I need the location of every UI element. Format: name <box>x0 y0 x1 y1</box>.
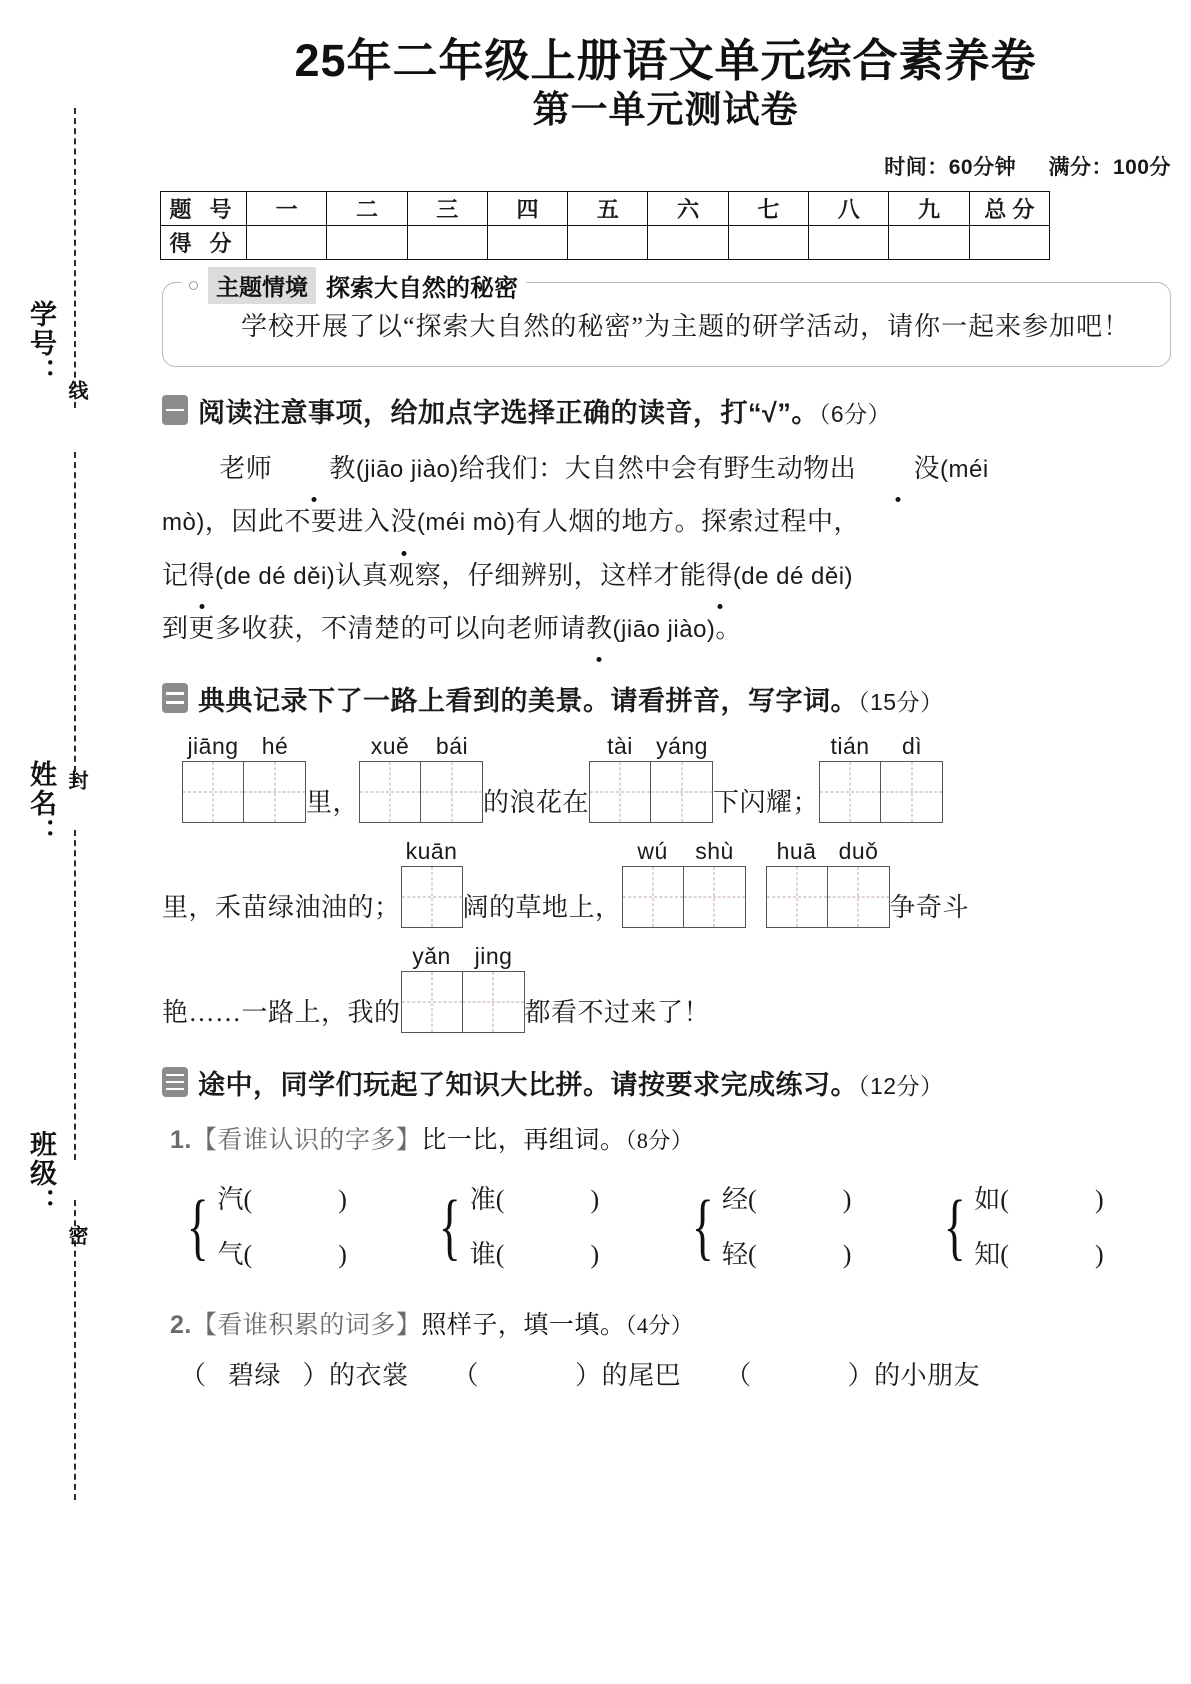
score-col-4: 四 <box>487 192 567 226</box>
fill-in-blank-list <box>180 1355 1171 1392</box>
pinyin-choice-mo[interactable]: mò) <box>162 509 205 537</box>
tianzige-cell[interactable] <box>828 866 890 928</box>
pair-char: 知 <box>974 1240 1001 1270</box>
character-pair-list <box>180 1172 1171 1284</box>
margin-dashed-line-top <box>74 108 76 408</box>
question-number-badge-3-icon <box>162 1067 188 1097</box>
score-col-1: 一 <box>247 192 327 226</box>
sub-question-3-1 <box>170 1120 1171 1156</box>
pinyin-label: xuě <box>370 733 410 760</box>
fill-in-item-2[interactable]: （ ）的尾巴 <box>452 1361 682 1391</box>
pair-char: 汽 <box>217 1184 244 1214</box>
exam-meta <box>140 151 1191 181</box>
question-number-badge-2-icon <box>162 683 188 713</box>
fill-in-item-3[interactable]: （ ）的小朋友 <box>725 1361 981 1391</box>
score-cell-5[interactable] <box>568 226 648 260</box>
pinyin-choice-mei-mo[interactable]: (méi mò) <box>416 509 516 537</box>
pinyin-label: tài <box>607 733 633 760</box>
theme-description: 学校开展了以“探索大自然的秘密”为主题的研学活动，请你一起来参加吧！ <box>241 312 1131 342</box>
passage-text: 认真观察，仔细辨别，这样才能 <box>335 560 707 590</box>
connector-text: 下闪耀； <box>713 788 820 817</box>
pinyin-label: jing <box>474 942 513 969</box>
answer-blank[interactable]: ( ) <box>1000 1240 1104 1270</box>
passage-line-3 <box>162 549 1171 602</box>
tianzige-cell[interactable] <box>359 761 421 823</box>
pinyin-label: shù <box>695 838 734 864</box>
margin-seal-char-feng: 封 <box>65 770 87 792</box>
tianzige-cell[interactable] <box>401 971 463 1033</box>
pinyin-grid-row-1 <box>162 732 1171 823</box>
connector-text: 里，禾苗绿油油的； <box>162 892 401 922</box>
margin-dashed-line-upper-mid <box>74 452 76 782</box>
margin-label-name: 姓名： <box>26 760 56 847</box>
score-col-5: 五 <box>568 192 648 226</box>
dotted-char-jiao: 教 <box>272 442 356 495</box>
answer-blank[interactable]: ( ) <box>495 1240 600 1270</box>
score-col-7: 七 <box>728 192 808 226</box>
tianzige-cell[interactable] <box>684 866 746 928</box>
page-title: 25年二年级上册语文单元综合素养卷 <box>294 35 1037 86</box>
score-cell-8[interactable] <box>809 226 889 260</box>
page-title-block <box>140 0 1191 133</box>
dotted-char-mei2: 没 <box>390 495 417 548</box>
tianzige-group-kuan[interactable] <box>401 837 463 928</box>
pinyin-choice-jiao2[interactable]: (jiāo jiào) <box>612 615 716 643</box>
left-binding-margin <box>0 0 140 1684</box>
pinyin-label: yáng <box>656 733 708 760</box>
pair-row-top[interactable] <box>974 1172 1103 1228</box>
tianzige-cell[interactable] <box>881 761 943 823</box>
dotted-char-jiao2: 教 <box>586 602 613 655</box>
answer-blank[interactable]: ( ) <box>1000 1184 1104 1214</box>
exam-total-label: 满分：100分 <box>1048 156 1171 180</box>
exam-page <box>140 0 1191 1684</box>
tianzige-group-jianghe[interactable] <box>182 732 306 823</box>
brace-icon: { <box>439 1185 462 1268</box>
pinyin-label: jiāng <box>187 733 239 760</box>
passage-text: ，因此不要进入 <box>204 507 391 537</box>
question-3-points: （12分） <box>858 1072 944 1099</box>
score-cell-1[interactable] <box>247 226 327 260</box>
connector-text: 争奇斗 <box>889 892 970 922</box>
margin-label-student-id: 学号： <box>26 300 56 387</box>
character-pair-2 <box>432 1172 666 1284</box>
pinyin-label: bái <box>435 733 469 760</box>
score-table-header-question-no: 题 号 <box>161 192 247 226</box>
pinyin-choice-mei[interactable]: (méi <box>940 456 989 484</box>
pair-char: 气 <box>217 1240 244 1270</box>
tianzige-cell[interactable] <box>622 866 684 928</box>
pair-row-bottom[interactable] <box>218 1227 347 1283</box>
passage-line-2 <box>162 495 1171 548</box>
answer-blank[interactable]: ( ) <box>748 1240 852 1270</box>
theme-header <box>181 267 526 304</box>
question-1-points: （6分） <box>818 401 892 428</box>
sub-question-tag: 【看谁认识的字多】 <box>191 1126 422 1154</box>
answer-blank[interactable]: ( ) <box>243 1184 347 1214</box>
sub-question-points: （4分） <box>625 1313 694 1339</box>
score-cell-2[interactable] <box>327 226 407 260</box>
margin-seal-char-mi: 密 <box>65 1225 87 1247</box>
table-row <box>161 192 1050 226</box>
passage-text: 记 <box>162 560 189 590</box>
pair-row-bottom[interactable] <box>470 1227 599 1283</box>
tianzige-cell[interactable] <box>819 761 881 823</box>
page-subtitle: 第一单元测试卷 <box>532 89 799 131</box>
sub-question-tag: 【看谁积累的词多】 <box>191 1312 422 1340</box>
pinyin-grid-row-3 <box>162 942 1171 1033</box>
connector-text: 都看不过来了！ <box>524 997 711 1027</box>
question-1-text: 阅读注意事项，给加点字选择正确的读音，打“√”。 <box>198 398 819 429</box>
fill-item-text: 的小朋友 <box>874 1361 981 1391</box>
tianzige-group-xuebai[interactable] <box>359 732 483 823</box>
passage-text: 。 <box>715 613 742 643</box>
answer-blank[interactable]: ( ) <box>495 1184 600 1214</box>
question-number-badge-1-icon <box>162 395 188 425</box>
sub-question-points: （8分） <box>625 1127 694 1153</box>
pinyin-choice-de2[interactable]: (de dé děi) <box>732 562 854 590</box>
pinyin-label: duǒ <box>838 838 879 864</box>
passage-text: 到更多收获，不清楚的可以向老师请 <box>162 613 587 643</box>
pinyin-choice-jiao[interactable]: (jiāo jiào) <box>355 456 459 484</box>
question-2-points: （15分） <box>858 689 944 716</box>
pair-row-top[interactable] <box>218 1172 347 1228</box>
score-col-6: 六 <box>648 192 728 226</box>
brace-icon: { <box>186 1185 209 1268</box>
answer-blank[interactable]: ( ) <box>748 1184 852 1214</box>
theme-scenario-box <box>162 274 1171 367</box>
sub-question-body: 比一比，再组词。 <box>421 1126 626 1154</box>
fill-answer-example: 碧绿 <box>228 1361 282 1391</box>
tianzige-cell[interactable] <box>182 761 244 823</box>
pair-char: 准 <box>469 1184 496 1214</box>
dotted-char-mo: 没 <box>856 442 940 495</box>
pair-row-top[interactable] <box>722 1172 851 1228</box>
pinyin-label: yǎn <box>412 942 451 969</box>
margin-seal-char-xian: 线 <box>65 380 87 402</box>
pair-row-bottom[interactable] <box>722 1227 851 1283</box>
dotted-char-de: 得 <box>189 549 216 602</box>
sub-question-number: 2. <box>170 1311 192 1340</box>
connector-text: 的浪花在 <box>483 788 590 817</box>
brace-icon: { <box>691 1185 714 1268</box>
sub-question-3-2 <box>170 1305 1171 1341</box>
score-cell-9[interactable] <box>889 226 969 260</box>
pair-char: 轻 <box>722 1240 749 1270</box>
circle-icon <box>189 281 198 290</box>
passage-text: 给我们：大自然中会有野生动物出 <box>458 454 857 484</box>
question-3-text: 途中，同学们玩起了知识大比拼。请按要求完成练习。 <box>198 1069 858 1100</box>
brace-icon: { <box>943 1185 966 1268</box>
question-2-text: 典典记录下了一路上看到的美景。请看拼音，写字词。 <box>198 686 858 717</box>
pinyin-label: huā <box>776 838 817 864</box>
tianzige-cell[interactable] <box>463 971 525 1033</box>
fill-item-text: 的尾巴 <box>601 1361 682 1391</box>
theme-title-label: 探索大自然的秘密 <box>326 275 518 303</box>
score-cell-4[interactable] <box>487 226 567 260</box>
connector-text: 里， <box>306 788 360 817</box>
score-cell-6[interactable] <box>648 226 728 260</box>
pinyin-label: hé <box>261 733 289 760</box>
tianzige-cell[interactable] <box>421 761 483 823</box>
score-col-3: 三 <box>407 192 487 226</box>
score-cell-total[interactable] <box>969 226 1049 260</box>
tianzige-group-huaduo[interactable] <box>766 837 890 928</box>
tianzige-cell[interactable] <box>244 761 306 823</box>
passage-text: 有人烟的地方。探索过程中， <box>515 507 861 537</box>
character-pair-3 <box>685 1172 919 1284</box>
question-1-passage <box>162 442 1171 655</box>
tianzige-group-taiyang[interactable] <box>589 732 713 823</box>
tianzige-cell[interactable] <box>589 761 651 823</box>
score-table-header-score: 得 分 <box>161 226 247 260</box>
margin-label-class: 班级： <box>26 1130 56 1217</box>
table-row <box>161 226 1050 260</box>
pinyin-grid-row-2 <box>162 837 1171 928</box>
passage-line-4 <box>162 602 1171 655</box>
pair-row-top[interactable] <box>470 1172 599 1228</box>
sub-question-body: 照样子，填一填。 <box>421 1312 626 1340</box>
pinyin-choice-de1[interactable]: (de dé děi) <box>215 562 336 590</box>
pair-char: 如 <box>974 1184 1001 1214</box>
connector-text: 阔的草地上， <box>462 892 622 922</box>
tianzige-cell[interactable] <box>766 866 828 928</box>
character-pair-1 <box>180 1172 414 1284</box>
pinyin-label: tián <box>830 733 870 760</box>
question-3-heading <box>162 1063 1171 1102</box>
score-col-9: 九 <box>889 192 969 226</box>
margin-dashed-line-lower-mid <box>74 830 76 1160</box>
pair-char: 谁 <box>469 1240 496 1270</box>
tianzige-cell[interactable] <box>651 761 713 823</box>
tianzige-cell[interactable] <box>401 866 463 928</box>
passage-text: 老师 <box>219 454 273 484</box>
question-1-heading <box>162 391 1171 430</box>
theme-tag-label: 主题情境 <box>208 267 316 304</box>
pair-char: 经 <box>722 1184 749 1214</box>
character-pair-4 <box>937 1172 1171 1284</box>
question-2-heading <box>162 679 1171 718</box>
connector-text: 艳……一路上，我的 <box>162 997 401 1027</box>
passage-line-1 <box>162 442 1171 495</box>
score-table <box>160 191 1050 260</box>
score-col-2: 二 <box>327 192 407 226</box>
score-col-total: 总 分 <box>969 192 1049 226</box>
score-cell-7[interactable] <box>728 226 808 260</box>
tianzige-group-tiandi[interactable] <box>819 732 943 823</box>
fill-item-text: 的衣裳 <box>329 1361 409 1391</box>
pair-row-bottom[interactable] <box>974 1227 1103 1283</box>
dotted-char-de2: 得 <box>706 549 733 602</box>
exam-time-label: 时间：60分钟 <box>884 156 1017 180</box>
pinyin-label: kuān <box>405 838 458 864</box>
score-cell-3[interactable] <box>407 226 487 260</box>
fill-in-item-1[interactable]: （ 碧绿 ）的衣裳 <box>180 1355 409 1392</box>
pinyin-label: dì <box>901 733 923 760</box>
answer-blank[interactable]: ( ) <box>243 1240 347 1270</box>
tianzige-group-yanjing[interactable] <box>401 942 525 1033</box>
pinyin-label: wú <box>637 838 668 864</box>
sub-question-number: 1. <box>170 1125 192 1154</box>
tianzige-group-wushu[interactable] <box>622 837 746 928</box>
score-col-8: 八 <box>809 192 889 226</box>
